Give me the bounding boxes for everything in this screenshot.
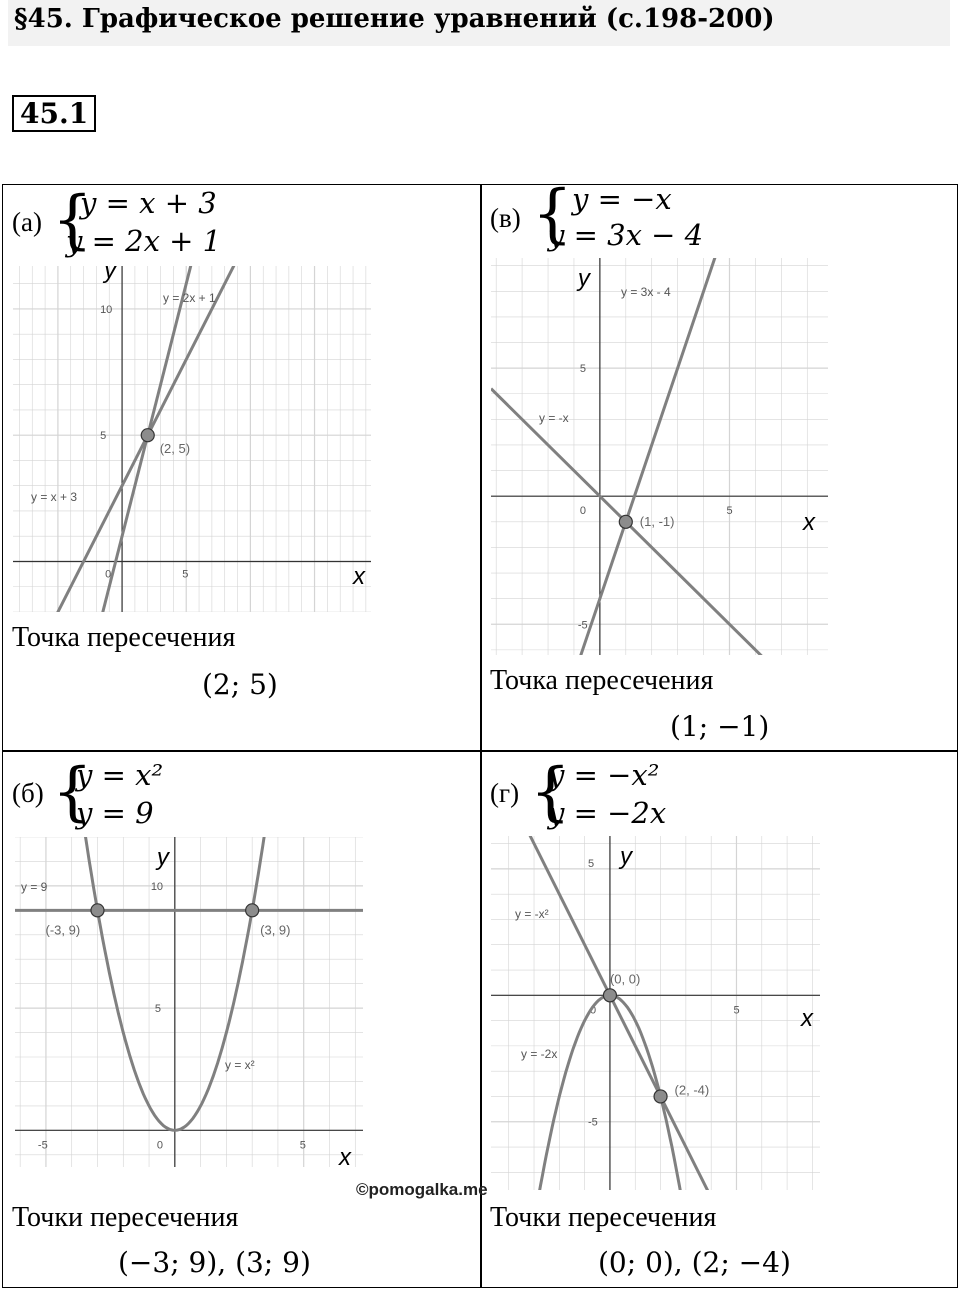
answer-label: Точка пересечения <box>12 622 236 653</box>
series-line <box>13 266 371 612</box>
answer-value: (0; 0), (2; −4) <box>598 1246 791 1279</box>
intersection-point <box>654 1090 667 1103</box>
watermark: ©pomogalka.me <box>356 1180 488 1199</box>
tick-label: 10 <box>150 880 164 893</box>
graph-a <box>13 266 371 612</box>
answer-label: Точки пересечения <box>12 1202 239 1233</box>
equation-2: y = 2x + 1 <box>66 224 222 258</box>
panel-label: (г) <box>490 778 520 808</box>
table-divider-vertical <box>480 184 482 1288</box>
tick-label: -5 <box>587 1116 598 1129</box>
tick-label: 0 <box>156 1139 163 1152</box>
point-label: (2, 5) <box>159 441 191 457</box>
system-brace: { <box>532 177 573 251</box>
intersection-point <box>91 904 104 917</box>
x-axis-label: x <box>339 1144 351 1167</box>
y-axis-label: y <box>619 843 632 870</box>
tick-label: 0 <box>589 1004 597 1017</box>
answer-value: (1; −1) <box>670 710 770 743</box>
series-label: y = 2x + 1 <box>163 291 216 305</box>
point-label: (1, -1) <box>639 513 675 529</box>
equation-2: y = 9 <box>76 796 154 830</box>
equation-2: y = 3x − 4 <box>548 218 704 252</box>
graph-v <box>491 258 828 655</box>
intersection-point <box>619 515 632 528</box>
equation-2: y = −2x <box>548 796 667 830</box>
graph-g <box>491 836 820 1190</box>
tick-label: 5 <box>100 430 107 443</box>
series-label: y = 3x - 4 <box>621 285 671 299</box>
page-title: §45. Графическое решение уравнений (с.198-200) <box>14 4 775 34</box>
y-axis-label: y <box>156 844 169 871</box>
answer-label: Точка пересечения <box>490 665 714 696</box>
equation-1: y = x + 3 <box>80 186 217 220</box>
tick-label: 10 <box>100 303 113 316</box>
series-label: y = x + 3 <box>31 490 78 504</box>
x-axis-label: x <box>803 509 815 536</box>
tick-label: 5 <box>726 505 733 518</box>
panel-label: (в) <box>490 203 521 233</box>
answer-value: (−3; 9), (3; 9) <box>118 1246 311 1279</box>
series-label: y = 9 <box>21 880 48 894</box>
x-axis-label: x <box>353 563 365 590</box>
equation-1: y = x² <box>76 758 164 792</box>
intersection-point <box>141 429 154 442</box>
series-label: y = x² <box>225 1058 255 1072</box>
tick-label: 5 <box>579 363 587 376</box>
intersection-point <box>603 989 616 1002</box>
tick-label: -5 <box>577 619 588 632</box>
point-label: (-3, 9) <box>45 922 81 938</box>
tick-label: 5 <box>587 857 595 870</box>
equation-1: y = −x <box>572 182 672 216</box>
system-brace: { <box>52 755 93 829</box>
answer-label: Точки пересечения <box>490 1202 717 1233</box>
equation-1: y = −x² <box>548 758 660 792</box>
tick-label: 5 <box>299 1139 306 1152</box>
tick-label: 0 <box>579 505 587 518</box>
problem-number: 45.1 <box>12 95 96 132</box>
point-label: (0, 0) <box>609 971 641 987</box>
tick-label: 5 <box>182 568 189 581</box>
system-brace: { <box>52 183 93 257</box>
series-line <box>574 258 717 655</box>
series-label: y = -2x <box>521 1047 558 1061</box>
point-label: (2, -4) <box>674 1082 710 1098</box>
y-axis-label: y <box>104 266 117 284</box>
answer-value: (2; 5) <box>202 668 278 701</box>
series-label: y = -x² <box>515 907 549 921</box>
tick-label: 0 <box>105 568 112 581</box>
intersection-point <box>246 904 259 917</box>
panel-label: (а) <box>12 207 42 237</box>
tick-label: 5 <box>733 1004 740 1017</box>
table-divider-horizontal <box>2 750 958 752</box>
point-label: (3, 9) <box>260 922 291 938</box>
series-label: y = -x <box>539 411 569 425</box>
tick-label: -5 <box>37 1139 48 1152</box>
x-axis-label: x <box>801 1005 813 1032</box>
tick-label: 5 <box>154 1003 161 1016</box>
graph-b <box>15 837 363 1167</box>
system-brace: { <box>530 755 571 829</box>
panel-label: (б) <box>12 778 44 808</box>
y-axis-label: y <box>577 265 590 292</box>
